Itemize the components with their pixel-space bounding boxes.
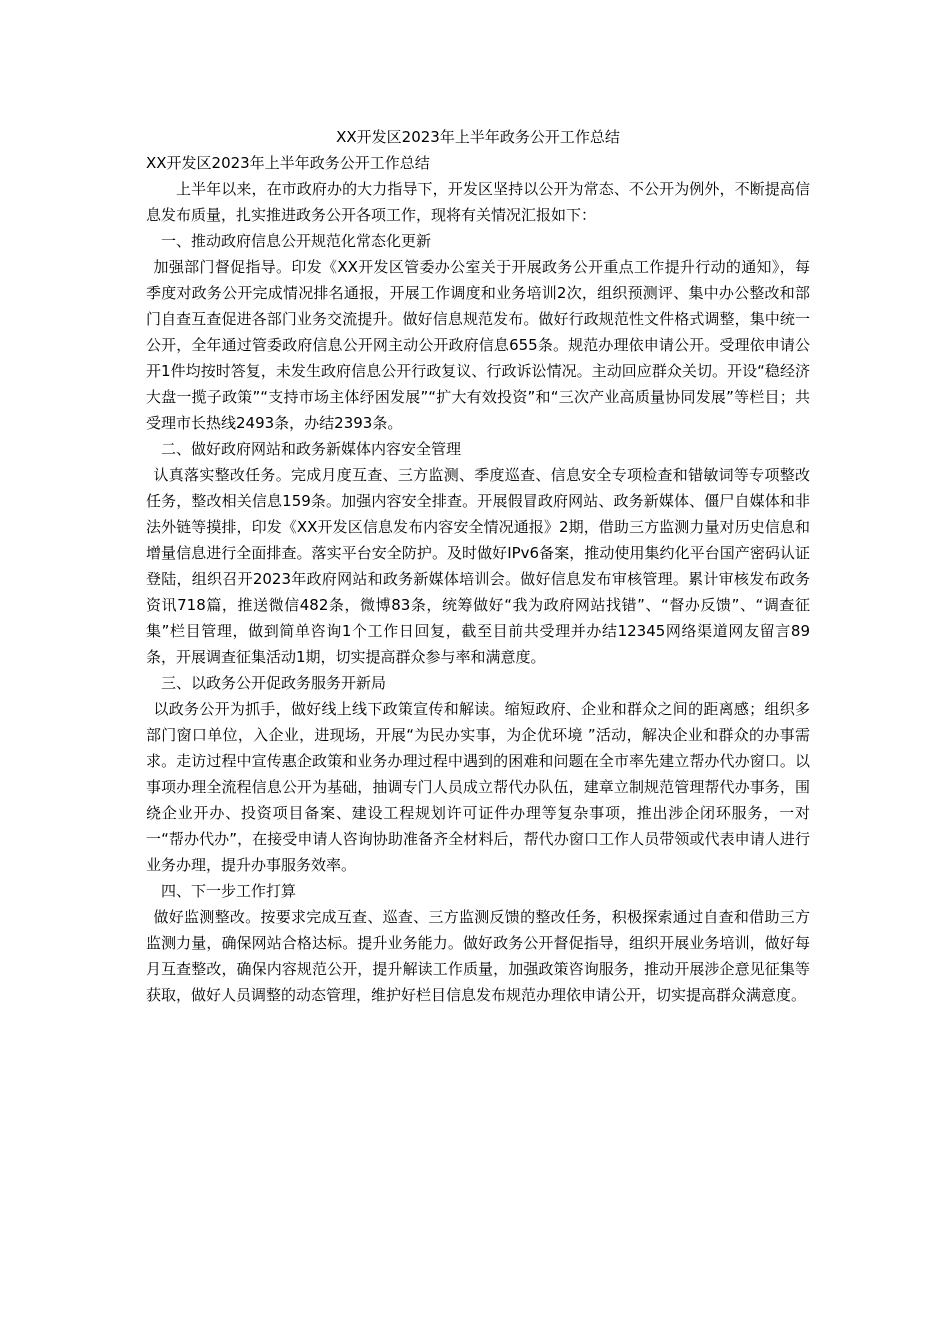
document-title: XX开发区2023年上半年政务公开工作总结 [336,128,620,146]
section-heading-1: 一、推动政府信息公开规范化常态化更新 [161,232,432,250]
section-heading-2: 二、做好政府网站和政务新媒体内容安全管理 [161,440,462,458]
section-heading-3: 三、以政务公开促政务服务开新局 [161,674,387,692]
section-body-3: 以政务公开为抓手，做好线上线下政策宣传和解读。缩短政府、企业和群众之间的距离感；组织多部门窗口单位，入企业，进现场，开展“为民办实事，为企优环境 ”活动，解决企业和群众的办事需求。走访过程中宣传惠企政策和业务办理过程中遇到的困难和问题在全市率先建立帮办代办窗口。以事项办理全流程信息公开为基础，抽调专门人员成立帮代办队伍，建章立制规范管理帮代办事务，围绕企业开办、投资项目备案、建设工程规划许可证件办理等复杂事项，推出涉企闭环服务，一对一“帮办代办”，在接受申请人咨询协助准备齐全材料后，帮代办窗口工作人员带领或代表申请人进行业务办理，提升办事服务效率。 [146,700,810,874]
document-content [146,124,810,1008]
section-heading-4: 四、下一步工作打算 [161,882,297,900]
section-body-2: 认真落实整改任务。完成月度互查、三方监测、季度巡查、信息安全专项检查和错敏词等专项整改任务，整改相关信息159条。加强内容安全排查。开展假冒政府网站、政务新媒体、僵尸自媒体和非法外链等摸排，印发《XX开发区信息发布内容安全情况通报》2期，借助三方监测力量对历史信息和增量信息进行全面排查。落实平台安全防护。及时做好IPv6备案，推动使用集约化平台国产密码认证登陆，组织召开2023年政府网站和政务新媒体培训会。做好信息发布审核管理。累计审核发布政务资讯718篇，推送微信482条，微博83条，统筹做好“我为政府网站找错”、“督办反馈”、“调查征集”栏目管理，做到简单咨询1个工作日回复，截至目前共受理并办结12345网络渠道网友留言89条，开展调查征集活动1期，切实提高群众参与率和满意度。 [146,466,810,666]
intro-paragraph: 上半年以来，在市政府办的大力指导下，开发区坚持以公开为常态、不公开为例外，不断提高信息发布质量，扎实推进政务公开各项工作，现将有关情况汇报如下： [146,180,810,224]
section-body-4: 做好监测整改。按要求完成互查、巡查、三方监测反馈的整改任务，积极探索通过自查和借助三方监测力量，确保网站合格达标。提升业务能力。做好政务公开督促指导，组织开展业务培训，做好每月互查整改，确保内容规范公开，提升解读工作质量，加强政策咨询服务，推动开展涉企意见征集等获取，做好人员调整的动态管理，维护好栏目信息发布规范办理依申请公开，切实提高群众满意度。 [146,908,810,1004]
document-subtitle: XX开发区2023年上半年政务公开工作总结 [146,154,430,172]
section-body-1: 加强部门督促指导。印发《XX开发区管委办公室关于开展政务公开重点工作提升行动的通知》，每季度对政务公开完成情况排名通报，开展工作调度和业务培训2次，组织预测评、集中办公整改和部门自查互查促进各部门业务交流提升。做好信息规范发布。做好行政规范性文件格式调整，集中统一公开，全年通过管委政府信息公开网主动公开政府信息655条。规范办理依申请公开。受理依申请公开1件均按时答复，未发生政府信息公开行政复议、行政诉讼情况。主动回应群众关切。开设“稳经济大盘一揽子政策”“支持市场主体纾困发展”“扩大有效投资”和“三次产业高质量协同发展”等栏目；共受理市长热线2493条，办结2393条。 [146,258,810,432]
